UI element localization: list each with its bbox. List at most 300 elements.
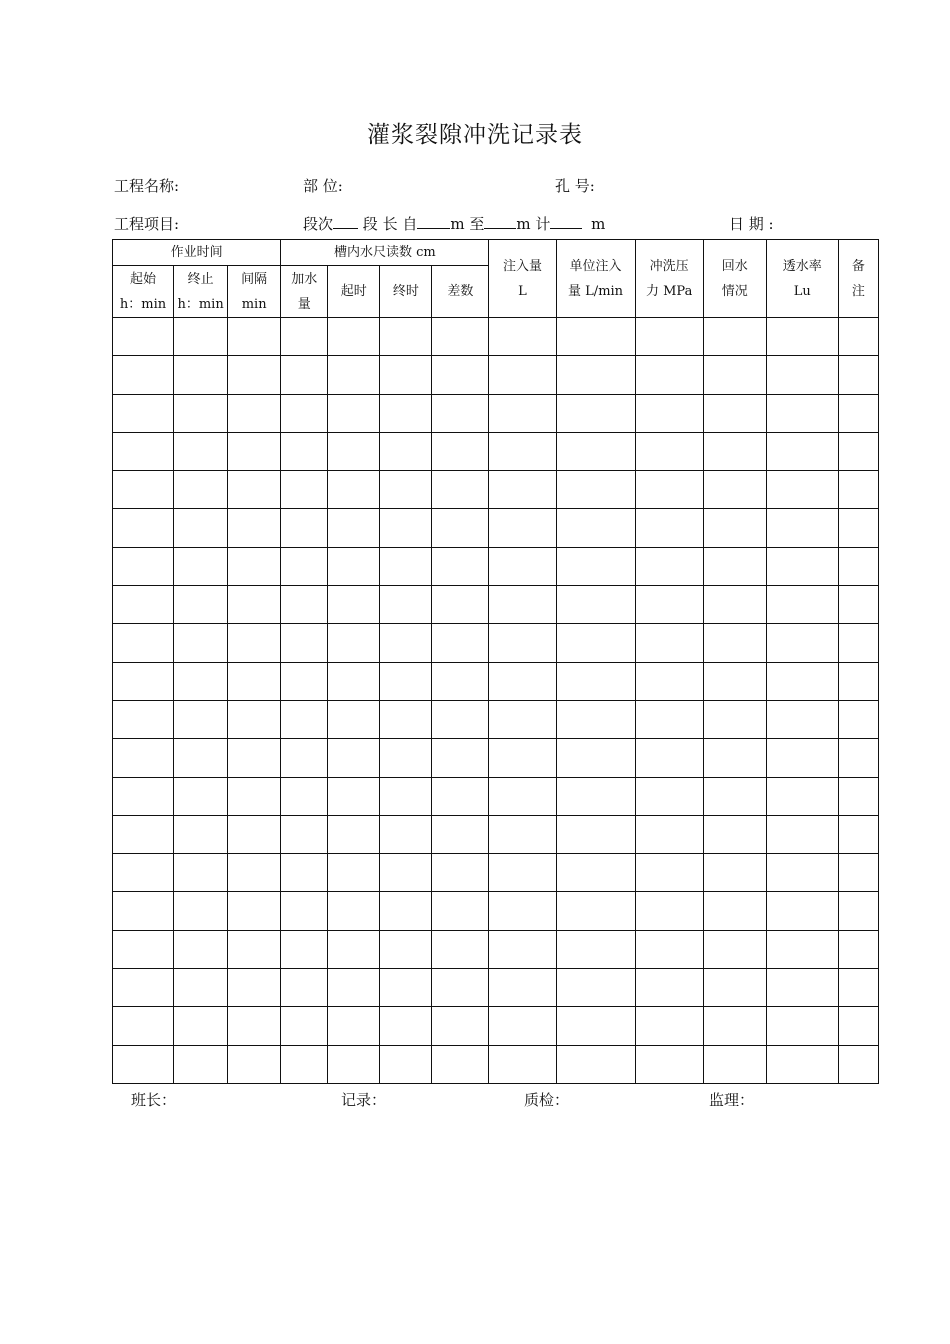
table-cell[interactable] (380, 547, 432, 585)
table-row (113, 777, 879, 815)
table-cell[interactable] (113, 854, 174, 892)
table-cell[interactable] (703, 1045, 766, 1083)
table-cell[interactable] (113, 739, 174, 777)
table-cell[interactable] (556, 586, 635, 624)
table-cell[interactable] (556, 662, 635, 700)
table-cell[interactable] (489, 854, 556, 892)
table-cell[interactable] (174, 892, 228, 930)
table-cell[interactable] (432, 662, 489, 700)
table-cell[interactable] (556, 624, 635, 662)
gauge-start-header: 起时 (328, 266, 380, 318)
end-time-header: 终止 h：min (174, 266, 228, 318)
table-cell[interactable] (328, 739, 380, 777)
table-row (113, 471, 879, 509)
table-cell[interactable] (432, 394, 489, 432)
table-cell[interactable] (432, 892, 489, 930)
team-leader-label: 班长： (131, 1091, 177, 1109)
table-row (113, 356, 879, 394)
table-cell[interactable] (174, 662, 228, 700)
table-cell[interactable] (838, 930, 878, 968)
table-cell[interactable] (766, 356, 838, 394)
table-cell[interactable] (635, 930, 703, 968)
table-cell[interactable] (281, 394, 328, 432)
table-cell[interactable] (174, 471, 228, 509)
table-cell[interactable] (556, 432, 635, 470)
meter-unit: m (591, 215, 606, 233)
table-cell[interactable] (556, 356, 635, 394)
unit-injection-header: 单位注入 量 L/min (556, 240, 635, 318)
table-cell[interactable] (113, 394, 174, 432)
table-cell[interactable] (766, 471, 838, 509)
table-cell[interactable] (556, 509, 635, 547)
table-cell[interactable] (174, 624, 228, 662)
table-row (113, 969, 879, 1007)
table-cell[interactable] (328, 969, 380, 1007)
table-cell[interactable] (838, 509, 878, 547)
table-cell[interactable] (228, 815, 281, 853)
table-cell[interactable] (281, 1045, 328, 1083)
table-cell[interactable] (380, 318, 432, 356)
table-cell[interactable] (703, 700, 766, 738)
table-cell[interactable] (635, 432, 703, 470)
table-cell[interactable] (328, 318, 380, 356)
table-cell[interactable] (328, 662, 380, 700)
table-cell[interactable] (174, 318, 228, 356)
table-cell[interactable] (113, 662, 174, 700)
table-cell[interactable] (703, 509, 766, 547)
table-cell[interactable] (838, 700, 878, 738)
table-cell[interactable] (838, 777, 878, 815)
table-cell[interactable] (113, 356, 174, 394)
table-cell[interactable] (489, 394, 556, 432)
table-cell[interactable] (703, 777, 766, 815)
table-cell[interactable] (766, 1007, 838, 1045)
gauge-diff-header: 差数 (432, 266, 489, 318)
table-cell[interactable] (635, 624, 703, 662)
table-cell[interactable] (838, 662, 878, 700)
table-cell[interactable] (489, 318, 556, 356)
table-cell[interactable] (838, 969, 878, 1007)
table-cell[interactable] (838, 547, 878, 585)
table-cell[interactable] (281, 432, 328, 470)
table-cell[interactable] (489, 969, 556, 1007)
table-cell[interactable] (228, 700, 281, 738)
table-cell[interactable] (174, 815, 228, 853)
table-cell[interactable] (432, 930, 489, 968)
table-cell[interactable] (281, 739, 328, 777)
table-cell[interactable] (380, 1045, 432, 1083)
table-cell[interactable] (838, 624, 878, 662)
project-name-label: 工程名称: (114, 177, 180, 195)
table-cell[interactable] (432, 815, 489, 853)
table-cell[interactable] (556, 777, 635, 815)
table-cell[interactable] (113, 432, 174, 470)
table-cell[interactable] (281, 1007, 328, 1045)
table-cell[interactable] (281, 356, 328, 394)
remarks-header: 备 注 (838, 240, 878, 318)
table-row (113, 586, 879, 624)
table-cell[interactable] (228, 471, 281, 509)
table-cell[interactable] (328, 700, 380, 738)
to-label: m 至 (450, 215, 485, 233)
table-cell[interactable] (328, 815, 380, 853)
table-cell[interactable] (328, 624, 380, 662)
table-cell[interactable] (635, 586, 703, 624)
table-cell[interactable] (766, 662, 838, 700)
segment-prefix: 段次 (303, 215, 334, 233)
table-cell[interactable] (432, 586, 489, 624)
table-cell[interactable] (556, 739, 635, 777)
flush-pressure-header: 冲洗压 力 MPa (635, 240, 703, 318)
table-cell[interactable] (489, 662, 556, 700)
table-cell[interactable] (766, 930, 838, 968)
table-cell[interactable] (281, 892, 328, 930)
segment-no-blank[interactable] (333, 214, 358, 229)
table-cell[interactable] (489, 624, 556, 662)
table-cell[interactable] (556, 969, 635, 1007)
table-cell[interactable] (228, 356, 281, 394)
table-cell[interactable] (766, 509, 838, 547)
table-cell[interactable] (766, 394, 838, 432)
table-cell[interactable] (328, 777, 380, 815)
table-cell[interactable] (113, 586, 174, 624)
table-cell[interactable] (703, 394, 766, 432)
total-label: m 计 (516, 215, 551, 233)
table-cell[interactable] (703, 586, 766, 624)
table-cell[interactable] (635, 739, 703, 777)
table-cell[interactable] (489, 509, 556, 547)
table-cell[interactable] (703, 969, 766, 1007)
table-cell[interactable] (174, 930, 228, 968)
table-cell[interactable] (174, 777, 228, 815)
table-cell[interactable] (174, 969, 228, 1007)
table-cell[interactable] (838, 739, 878, 777)
table-cell[interactable] (328, 471, 380, 509)
table-cell[interactable] (838, 586, 878, 624)
table-cell[interactable] (281, 777, 328, 815)
table-cell[interactable] (703, 662, 766, 700)
table-cell[interactable] (228, 777, 281, 815)
depth-to-blank[interactable] (484, 214, 516, 229)
table-cell[interactable] (489, 815, 556, 853)
table-cell[interactable] (380, 356, 432, 394)
table-cell[interactable] (281, 624, 328, 662)
injection-volume-header: 注入量 L (489, 240, 556, 318)
table-cell[interactable] (174, 1045, 228, 1083)
table-cell[interactable] (489, 739, 556, 777)
table-cell[interactable] (380, 471, 432, 509)
table-cell[interactable] (113, 1045, 174, 1083)
table-row (113, 662, 879, 700)
table-cell[interactable] (228, 969, 281, 1007)
table-row (113, 930, 879, 968)
water-return-header: 回水 情况 (703, 240, 766, 318)
table-cell[interactable] (703, 318, 766, 356)
table-cell[interactable] (380, 624, 432, 662)
table-cell[interactable] (174, 394, 228, 432)
table-cell[interactable] (113, 700, 174, 738)
table-cell[interactable] (556, 892, 635, 930)
table-cell[interactable] (174, 739, 228, 777)
table-cell[interactable] (281, 509, 328, 547)
table-cell[interactable] (113, 777, 174, 815)
table-cell[interactable] (380, 854, 432, 892)
table-cell[interactable] (281, 700, 328, 738)
table-cell[interactable] (838, 892, 878, 930)
table-cell[interactable] (432, 739, 489, 777)
table-cell[interactable] (766, 1045, 838, 1083)
project-item-label: 工程项目: (114, 215, 180, 233)
table-cell[interactable] (432, 547, 489, 585)
table-cell[interactable] (703, 1007, 766, 1045)
table-cell[interactable] (228, 662, 281, 700)
table-cell[interactable] (281, 471, 328, 509)
table-cell[interactable] (328, 1045, 380, 1083)
table-cell[interactable] (635, 777, 703, 815)
table-cell[interactable] (635, 471, 703, 509)
table-cell[interactable] (556, 471, 635, 509)
table-cell[interactable] (432, 471, 489, 509)
table-cell[interactable] (766, 739, 838, 777)
table-cell[interactable] (556, 700, 635, 738)
depth-from-blank[interactable] (417, 214, 450, 229)
table-cell[interactable] (489, 700, 556, 738)
table-cell[interactable] (113, 318, 174, 356)
table-cell[interactable] (556, 547, 635, 585)
table-cell[interactable] (838, 815, 878, 853)
table-cell[interactable] (380, 586, 432, 624)
table-cell[interactable] (432, 318, 489, 356)
table-cell[interactable] (635, 394, 703, 432)
table-cell[interactable] (380, 777, 432, 815)
flush-record-table (112, 239, 879, 1084)
table-cell[interactable] (635, 854, 703, 892)
table-cell[interactable] (113, 815, 174, 853)
table-cell[interactable] (228, 854, 281, 892)
table-cell[interactable] (703, 815, 766, 853)
table-cell[interactable] (489, 547, 556, 585)
table-cell[interactable] (281, 318, 328, 356)
table-cell[interactable] (432, 624, 489, 662)
table-cell[interactable] (489, 432, 556, 470)
table-cell[interactable] (380, 739, 432, 777)
table-cell[interactable] (556, 318, 635, 356)
table-cell[interactable] (281, 969, 328, 1007)
table-row (113, 739, 879, 777)
table-cell[interactable] (432, 1045, 489, 1083)
table-cell[interactable] (838, 356, 878, 394)
table-cell[interactable] (432, 509, 489, 547)
table-cell[interactable] (228, 394, 281, 432)
table-cell[interactable] (489, 777, 556, 815)
table-cell[interactable] (281, 662, 328, 700)
table-cell[interactable] (328, 854, 380, 892)
table-cell[interactable] (380, 815, 432, 853)
gauge-end-header: 终时 (380, 266, 432, 318)
table-cell[interactable] (766, 892, 838, 930)
table-cell[interactable] (228, 624, 281, 662)
table-cell[interactable] (766, 624, 838, 662)
total-length-blank[interactable] (550, 214, 582, 229)
table-cell[interactable] (838, 471, 878, 509)
table-cell[interactable] (174, 356, 228, 394)
table-cell[interactable] (380, 432, 432, 470)
table-cell[interactable] (703, 739, 766, 777)
table-cell[interactable] (281, 854, 328, 892)
table-cell[interactable] (635, 969, 703, 1007)
table-cell[interactable] (380, 700, 432, 738)
table-cell[interactable] (703, 471, 766, 509)
table-row (113, 547, 879, 585)
table-row (113, 854, 879, 892)
table-cell[interactable] (113, 930, 174, 968)
table-cell[interactable] (380, 662, 432, 700)
table-cell[interactable] (432, 700, 489, 738)
table-cell[interactable] (281, 930, 328, 968)
table-cell[interactable] (174, 586, 228, 624)
table-cell[interactable] (228, 586, 281, 624)
table-cell[interactable] (556, 930, 635, 968)
table-cell[interactable] (432, 1007, 489, 1045)
table-cell[interactable] (635, 318, 703, 356)
table-cell[interactable] (766, 586, 838, 624)
table-cell[interactable] (703, 624, 766, 662)
table-cell[interactable] (174, 1007, 228, 1045)
table-cell[interactable] (766, 815, 838, 853)
table-cell[interactable] (328, 930, 380, 968)
table-cell[interactable] (635, 662, 703, 700)
water-gauge-group-header: 槽内水尺读数 cm (281, 240, 489, 266)
table-cell[interactable] (766, 318, 838, 356)
table-cell[interactable] (432, 969, 489, 1007)
table-cell[interactable] (113, 892, 174, 930)
hole-number-label: 孔 号: (555, 177, 595, 195)
table-cell[interactable] (113, 547, 174, 585)
table-cell[interactable] (489, 892, 556, 930)
table-cell[interactable] (328, 586, 380, 624)
table-cell[interactable] (489, 1007, 556, 1045)
permeability-header: 透水率 Lu (766, 240, 838, 318)
table-cell[interactable] (489, 586, 556, 624)
table-cell[interactable] (174, 509, 228, 547)
table-cell[interactable] (328, 356, 380, 394)
table-cell[interactable] (228, 930, 281, 968)
table-cell[interactable] (380, 509, 432, 547)
table-cell[interactable] (635, 892, 703, 930)
segment-line (303, 213, 605, 234)
table-body (113, 318, 879, 1084)
table-cell[interactable] (838, 1045, 878, 1083)
table-cell[interactable] (328, 892, 380, 930)
table-cell[interactable] (432, 854, 489, 892)
table-cell[interactable] (113, 624, 174, 662)
table-cell[interactable] (228, 432, 281, 470)
table-cell[interactable] (328, 1007, 380, 1045)
table-cell[interactable] (228, 892, 281, 930)
table-cell[interactable] (703, 892, 766, 930)
table-cell[interactable] (703, 356, 766, 394)
table-cell[interactable] (703, 432, 766, 470)
table-cell[interactable] (766, 854, 838, 892)
table-cell[interactable] (328, 509, 380, 547)
table-cell[interactable] (635, 1045, 703, 1083)
table-cell[interactable] (703, 930, 766, 968)
table-cell[interactable] (328, 432, 380, 470)
table-cell[interactable] (556, 815, 635, 853)
table-cell[interactable] (380, 394, 432, 432)
table-cell[interactable] (703, 547, 766, 585)
table-cell[interactable] (838, 854, 878, 892)
work-time-group-header: 作业时间 (113, 240, 281, 266)
table-cell[interactable] (635, 815, 703, 853)
table-cell[interactable] (228, 509, 281, 547)
table-cell[interactable] (174, 854, 228, 892)
table-row (113, 1045, 879, 1083)
table-cell[interactable] (838, 318, 878, 356)
table-cell[interactable] (489, 471, 556, 509)
table-cell[interactable] (228, 318, 281, 356)
table-cell[interactable] (635, 700, 703, 738)
table-cell[interactable] (228, 739, 281, 777)
table-cell[interactable] (380, 969, 432, 1007)
table-cell[interactable] (489, 1045, 556, 1083)
table-cell[interactable] (113, 969, 174, 1007)
table-cell[interactable] (635, 356, 703, 394)
table-cell[interactable] (556, 394, 635, 432)
table-cell[interactable] (766, 777, 838, 815)
table-cell[interactable] (228, 547, 281, 585)
table-cell[interactable] (380, 892, 432, 930)
table-cell[interactable] (766, 969, 838, 1007)
table-cell[interactable] (281, 547, 328, 585)
table-cell[interactable] (380, 1007, 432, 1045)
table-cell[interactable] (635, 1007, 703, 1045)
table-cell[interactable] (838, 432, 878, 470)
table-cell[interactable] (328, 394, 380, 432)
table-cell[interactable] (489, 930, 556, 968)
table-cell[interactable] (113, 509, 174, 547)
table-cell[interactable] (635, 547, 703, 585)
table-cell[interactable] (380, 930, 432, 968)
table-cell[interactable] (113, 471, 174, 509)
table-cell[interactable] (766, 547, 838, 585)
table-cell[interactable] (432, 356, 489, 394)
table-cell[interactable] (281, 586, 328, 624)
table-cell[interactable] (228, 1007, 281, 1045)
table-cell[interactable] (432, 777, 489, 815)
table-cell[interactable] (432, 432, 489, 470)
table-cell[interactable] (489, 356, 556, 394)
table-cell[interactable] (838, 394, 878, 432)
table-cell[interactable] (228, 1045, 281, 1083)
table-cell[interactable] (281, 815, 328, 853)
table-cell[interactable] (174, 432, 228, 470)
table-cell[interactable] (703, 854, 766, 892)
table-row (113, 394, 879, 432)
table-cell[interactable] (766, 700, 838, 738)
table-cell[interactable] (838, 1007, 878, 1045)
table-cell[interactable] (556, 1045, 635, 1083)
table-cell[interactable] (174, 700, 228, 738)
table-row (113, 432, 879, 470)
table-cell[interactable] (556, 854, 635, 892)
table-cell[interactable] (766, 432, 838, 470)
table-cell[interactable] (328, 547, 380, 585)
table-cell[interactable] (113, 1007, 174, 1045)
table-cell[interactable] (556, 1007, 635, 1045)
table-cell[interactable] (174, 547, 228, 585)
table-cell[interactable] (635, 509, 703, 547)
